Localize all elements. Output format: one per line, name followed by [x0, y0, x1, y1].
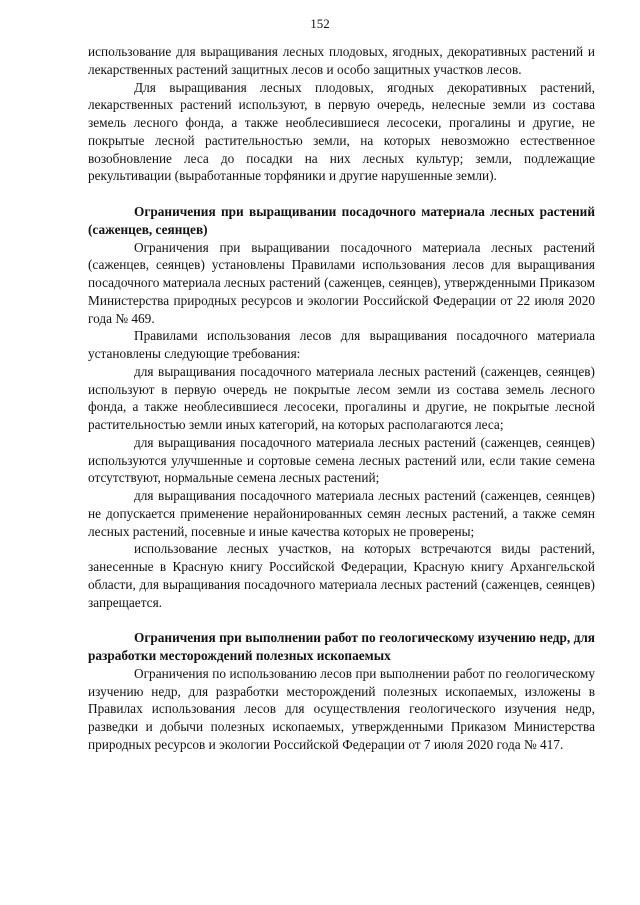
- list-item: для выращивания посадочного материала лесных растений (саженцев, сеянцев) используют в первую очередь не покрытые лесом земли из состава земель лесного фонда, а также необлесившиеся лесосеки, прогалины и другие, не покрытые лесной растительностью земли иных категорий, на которых располагаются леса;: [88, 363, 595, 432]
- paragraph: Ограничения по использованию лесов при выполнении работ по геологическому изучению недр, для разработки месторождений полезных ископаемых, изложены в Правилах использования лесов для осуществления геологического изучения недр, разведки и добычи полезных ископаемых, утвержденными Приказом Министерства природных ресурсов и экологии Российской Федерации от 7 июля 2020 года № 417.: [88, 665, 595, 752]
- list-item: для выращивания посадочного материала лесных растений (саженцев, сеянцев) используются улучшенные и сортовые семена лесных растений или, если такие семена отсутствуют, нормальные семена лесных растений;: [88, 434, 595, 486]
- document-body: [88, 43, 595, 754]
- list-item: использование лесных участков, на которых встречаются виды растений, занесенные в Красную книгу Российской Федерации, Красную книгу Архангельской области, для выращивания посадочного материала лесных растений (саженцев, сеянцев) запрещается.: [88, 541, 595, 610]
- section-gap: [88, 185, 595, 203]
- section-gap: [88, 611, 595, 629]
- paragraph: использование для выращивания лесных плодовых, ягодных, декоративных растений и лекарственных растений защитных лесов и особо защитных участков лесов.: [88, 44, 595, 77]
- section-heading: Ограничения при выполнении работ по геологическому изучению недр, для разработки месторождений полезных ископаемых: [88, 630, 595, 663]
- paragraph: Ограничения при выращивании посадочного материала лесных растений (саженцев, сеянцев) установлены Правилами использования лесов для выращивания посадочного материала лесных растений (саженцев, сеянцев), утвержденными Приказом Министерства природных ресурсов и экологии Российской Федерации от 22 июля 2020 года № 469.: [88, 239, 595, 326]
- list-item: для выращивания посадочного материала лесных растений (саженцев, сеянцев) не допускается применение нерайонированных семян лесных растений, а также семян лесных растений, посевные и иные качества которых не проверены;: [88, 488, 595, 539]
- paragraph: Для выращивания лесных плодовых, ягодных декоративных растений, лекарственных растений используют, в первую очередь, нелесные земли из состава земель лесного фонда, а также необлесившиеся лесосеки, прогалины и другие, не покрытые лесной растительностью земли, на которых невозможно естественное возобновление леса до посадки на них лесных культур; земли, подлежащие рекультивации (выработанные торфяники и другие нарушенные земли).: [88, 79, 595, 184]
- paragraph: Правилами использования лесов для выращивания посадочного материала установлены следующие требования:: [88, 328, 595, 361]
- page-number: 152: [310, 16, 330, 31]
- section-heading: Ограничения при выращивании посадочного материала лесных растений (саженцев, сеянцев): [88, 204, 595, 237]
